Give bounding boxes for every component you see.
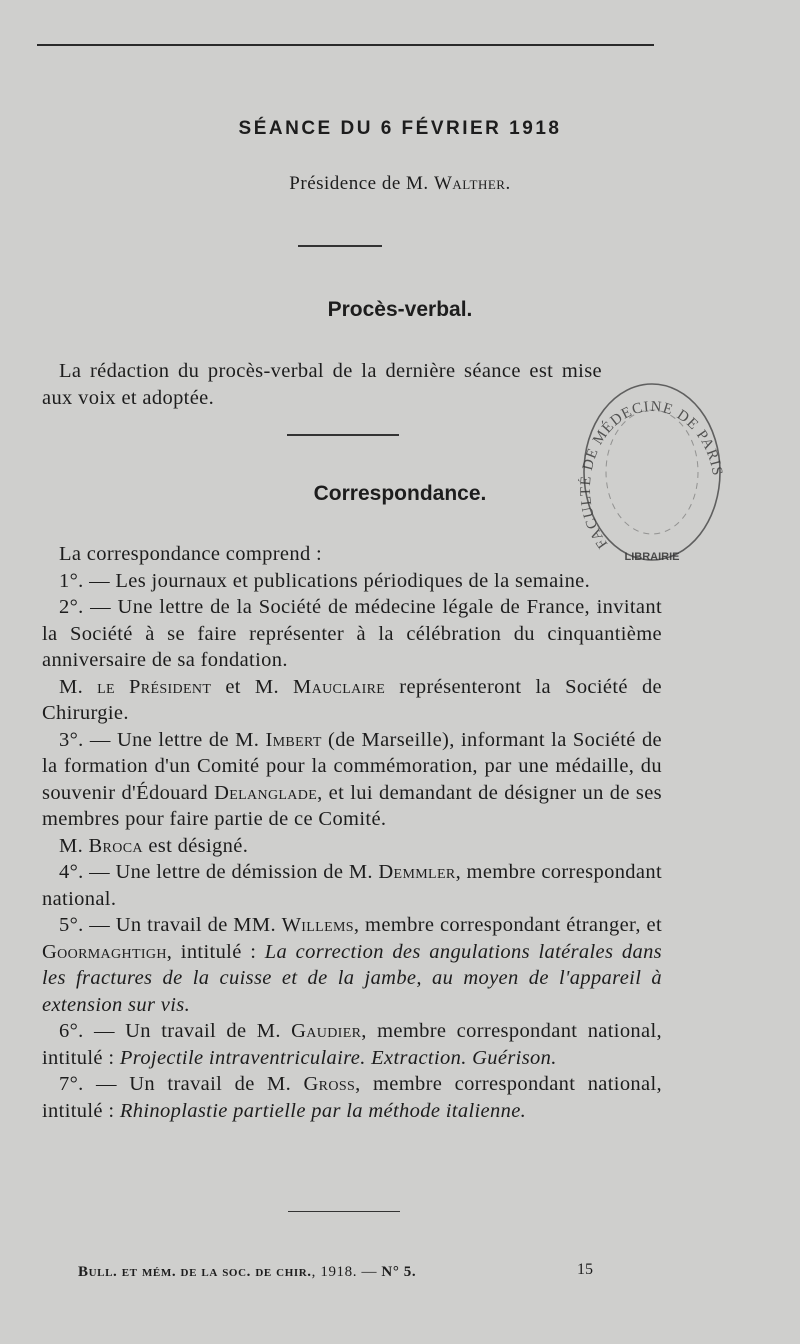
person-name: Broca bbox=[88, 834, 143, 857]
footer-citation bbox=[78, 1264, 416, 1281]
page-title: SÉANCE DU 6 FÉVRIER 1918 bbox=[238, 118, 562, 139]
person-name: Gaudier bbox=[291, 1020, 362, 1042]
issue-number: N° 5. bbox=[381, 1264, 417, 1280]
text-fragment: M. bbox=[59, 834, 89, 857]
text-fragment: est désigné. bbox=[142, 834, 249, 857]
item-6 bbox=[42, 1018, 662, 1071]
work-title: La correction des angulations latérales dans les fractures de la cuisse et de la jambe, au moyen de l'appareil à extension sur vis. bbox=[42, 940, 662, 1016]
library-stamp bbox=[578, 374, 726, 570]
item-2: 2°. — Une lettre de la Société de médecine légale de France, invitant la Société à se faire représenter à la célébration du cinquantième anniversaire de sa fondation. bbox=[42, 596, 662, 671]
correspondance-body bbox=[42, 541, 662, 1124]
person-name: Gross bbox=[303, 1073, 356, 1095]
text-fragment: , membre correspondant national, intitulé : bbox=[42, 1073, 662, 1122]
heading-proces-verbal: Procès-verbal. bbox=[327, 298, 473, 321]
text-fragment: (de Marseille), informant la Société de la formation d'un Comité pour la commémoration, par une médaille, du souvenir d'Édouard bbox=[42, 728, 662, 804]
text-fragment: 4°. — Une lettre de démission de M. bbox=[59, 861, 379, 883]
item-1: 1°. — Les journaux et publications périodiques de la semaine. bbox=[59, 569, 591, 592]
text-fragment: 3°. — Une lettre de M. bbox=[59, 728, 266, 751]
separator-rule bbox=[288, 1211, 400, 1212]
item-3-response bbox=[42, 833, 662, 860]
person-name: Goormaghtigh bbox=[42, 940, 167, 963]
text-fragment: 5°. — Un travail de MM. bbox=[59, 914, 282, 936]
work-title: Projectile intraventriculaire. Extraction. Guérison. bbox=[119, 1046, 557, 1069]
item-7 bbox=[42, 1071, 662, 1124]
item-5 bbox=[42, 912, 662, 1018]
top-rule bbox=[37, 44, 654, 46]
text-fragment: 7°. — Un travail de M. bbox=[59, 1073, 304, 1095]
separator-rule bbox=[298, 245, 382, 247]
text-fragment: , membre correspondant étranger, et bbox=[353, 914, 662, 936]
text-fragment: représenteront la Société de Chirurgie. bbox=[42, 675, 662, 724]
proces-verbal-paragraph bbox=[42, 358, 662, 411]
text-fragment: 6°. — Un travail de M. bbox=[59, 1020, 292, 1042]
person-name: Imbert bbox=[265, 728, 322, 751]
presidence-suffix: . bbox=[505, 173, 511, 194]
text-fragment: , membre correspondant national. bbox=[42, 861, 662, 910]
person-name: Mauclaire bbox=[293, 675, 386, 698]
heading-correspondance: Correspondance. bbox=[313, 482, 487, 505]
work-title: Rhinoplastie partielle par la méthode italienne. bbox=[119, 1099, 527, 1122]
correspondance-intro: La correspondance comprend : bbox=[59, 543, 323, 565]
text-fragment: , et lui demandant de désigner un de ses membres pour faire partie de ce Comité. bbox=[42, 781, 663, 830]
person-name: le Président bbox=[97, 675, 212, 698]
presidence-line bbox=[0, 173, 800, 195]
stamp-label: LIBRAIRIE bbox=[624, 551, 680, 563]
item-3 bbox=[42, 727, 662, 833]
text-fragment: , intitulé : bbox=[166, 940, 265, 963]
text-fragment: et M. bbox=[211, 675, 294, 698]
person-name: Willems bbox=[281, 914, 354, 936]
president-name: Walther bbox=[433, 173, 506, 194]
journal-name: Bull. et mém. de la soc. de chir. bbox=[78, 1264, 312, 1280]
text-fragment: M. bbox=[59, 675, 98, 698]
page-number: 15 bbox=[577, 1261, 593, 1278]
item-2-response bbox=[42, 674, 662, 727]
separator-rule bbox=[287, 434, 399, 436]
svg-text:FACULTÉ DE MÉDECINE DE PARIS bbox=[578, 399, 725, 551]
person-name: Delanglade bbox=[214, 781, 318, 804]
presidence-prefix: Présidence de M. bbox=[289, 173, 429, 194]
person-name: Demmler bbox=[378, 861, 456, 883]
item-4 bbox=[42, 859, 662, 912]
proces-verbal-text: La rédaction du procès-verbal de la dernière séance est mise aux voix et adoptée. bbox=[42, 360, 602, 409]
footer-year: , 1918. — bbox=[311, 1264, 382, 1280]
stamp-text: FACULTÉ DE MÉDECINE DE PARIS bbox=[578, 398, 726, 552]
text-fragment: , membre correspondant national, intitulé : bbox=[42, 1020, 662, 1069]
